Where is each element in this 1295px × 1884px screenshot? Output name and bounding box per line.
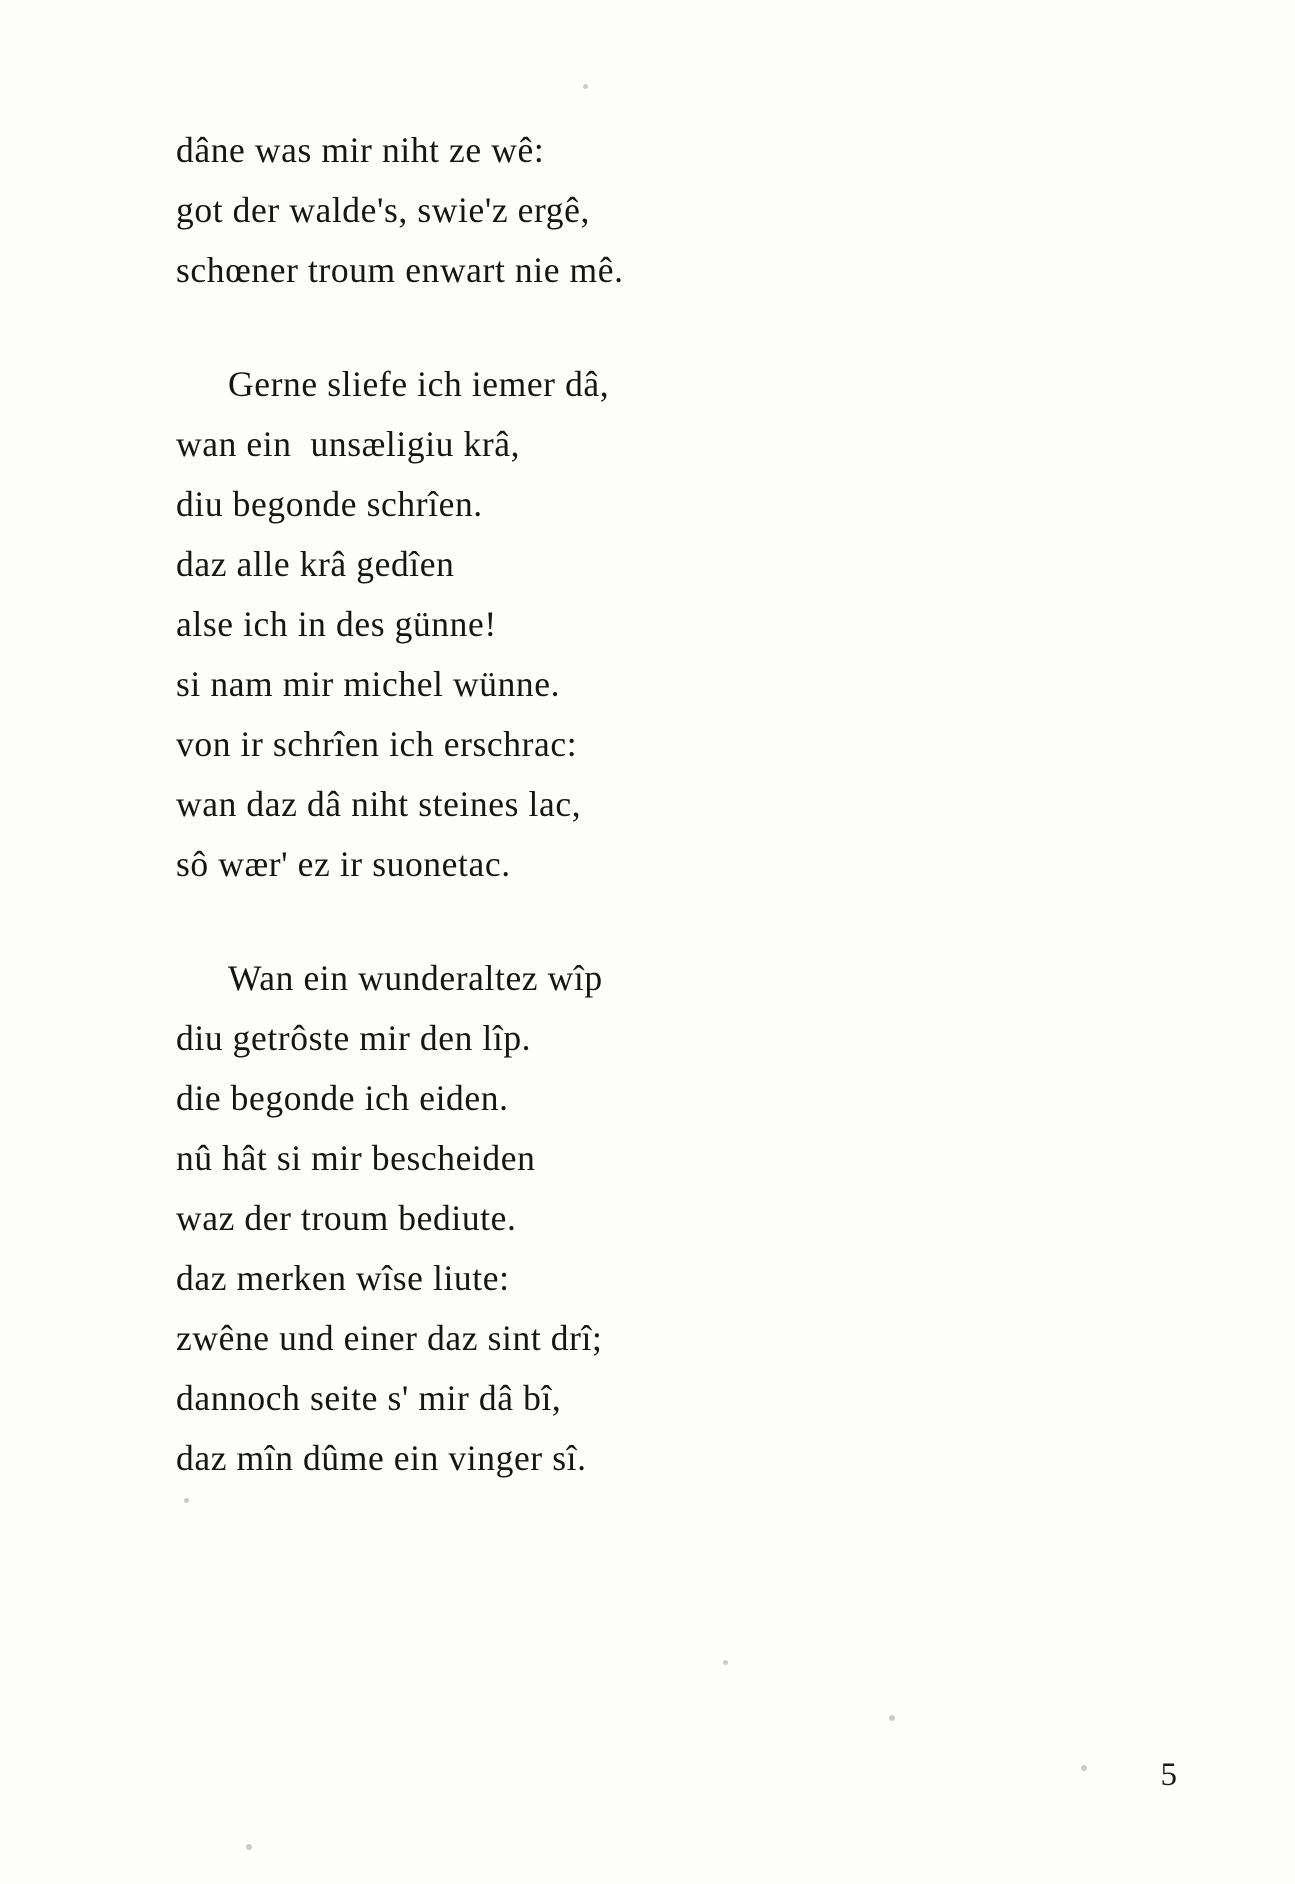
scan-speck: [889, 1715, 895, 1721]
poem-line: diu getrôste mir den lîp.: [176, 1018, 532, 1058]
scan-speck: [723, 1660, 728, 1665]
poem-line: wan daz dâ niht steines lac,: [176, 784, 582, 824]
poem-line: got der walde's, swie'z ergê,: [176, 190, 590, 230]
poem-line: sô wær' ez ir suonetac.: [176, 844, 511, 884]
poem-line: alse ich in des günne!: [176, 604, 497, 644]
poem-line: daz alle krâ gedîen: [176, 544, 455, 584]
poem-line: dannoch seite s' mir dâ bî,: [176, 1378, 562, 1418]
poem-line: si nam mir michel wünne.: [176, 664, 561, 704]
poem-line: daz mîn dûme ein vinger sî.: [176, 1438, 587, 1478]
scan-speck: [246, 1844, 252, 1850]
poem-line: diu begonde schrîen.: [176, 484, 483, 524]
poem-line: wan ein unsæligiu krâ,: [176, 424, 521, 464]
poem-line: Wan ein wunderaltez wîp: [228, 958, 603, 998]
stanza-1: [176, 120, 1076, 300]
poem-line: zwêne und einer daz sint drî;: [176, 1318, 603, 1358]
scan-speck: [1081, 1765, 1087, 1771]
stanza-3: [176, 948, 1076, 1488]
poem-line: die begonde ich eiden.: [176, 1078, 509, 1118]
poem-line: waz der troum bediute.: [176, 1198, 517, 1238]
scan-speck: [184, 1498, 189, 1503]
page-number: 5: [1160, 1757, 1177, 1793]
poem-line: dâne was mir niht ze wê:: [176, 130, 545, 170]
poem-line: daz merken wîse liute:: [176, 1258, 510, 1298]
poem-line: von ir schrîen ich erschrac:: [176, 724, 578, 764]
poem-line: Gerne sliefe ich iemer dâ,: [228, 364, 610, 404]
scan-speck: [583, 84, 588, 89]
poem-line: schœner troum enwart nie mê.: [176, 250, 624, 290]
poem-line: nû hât si mir bescheiden: [176, 1138, 536, 1178]
poem-body: [176, 120, 1076, 1488]
stanza-2: [176, 354, 1076, 894]
